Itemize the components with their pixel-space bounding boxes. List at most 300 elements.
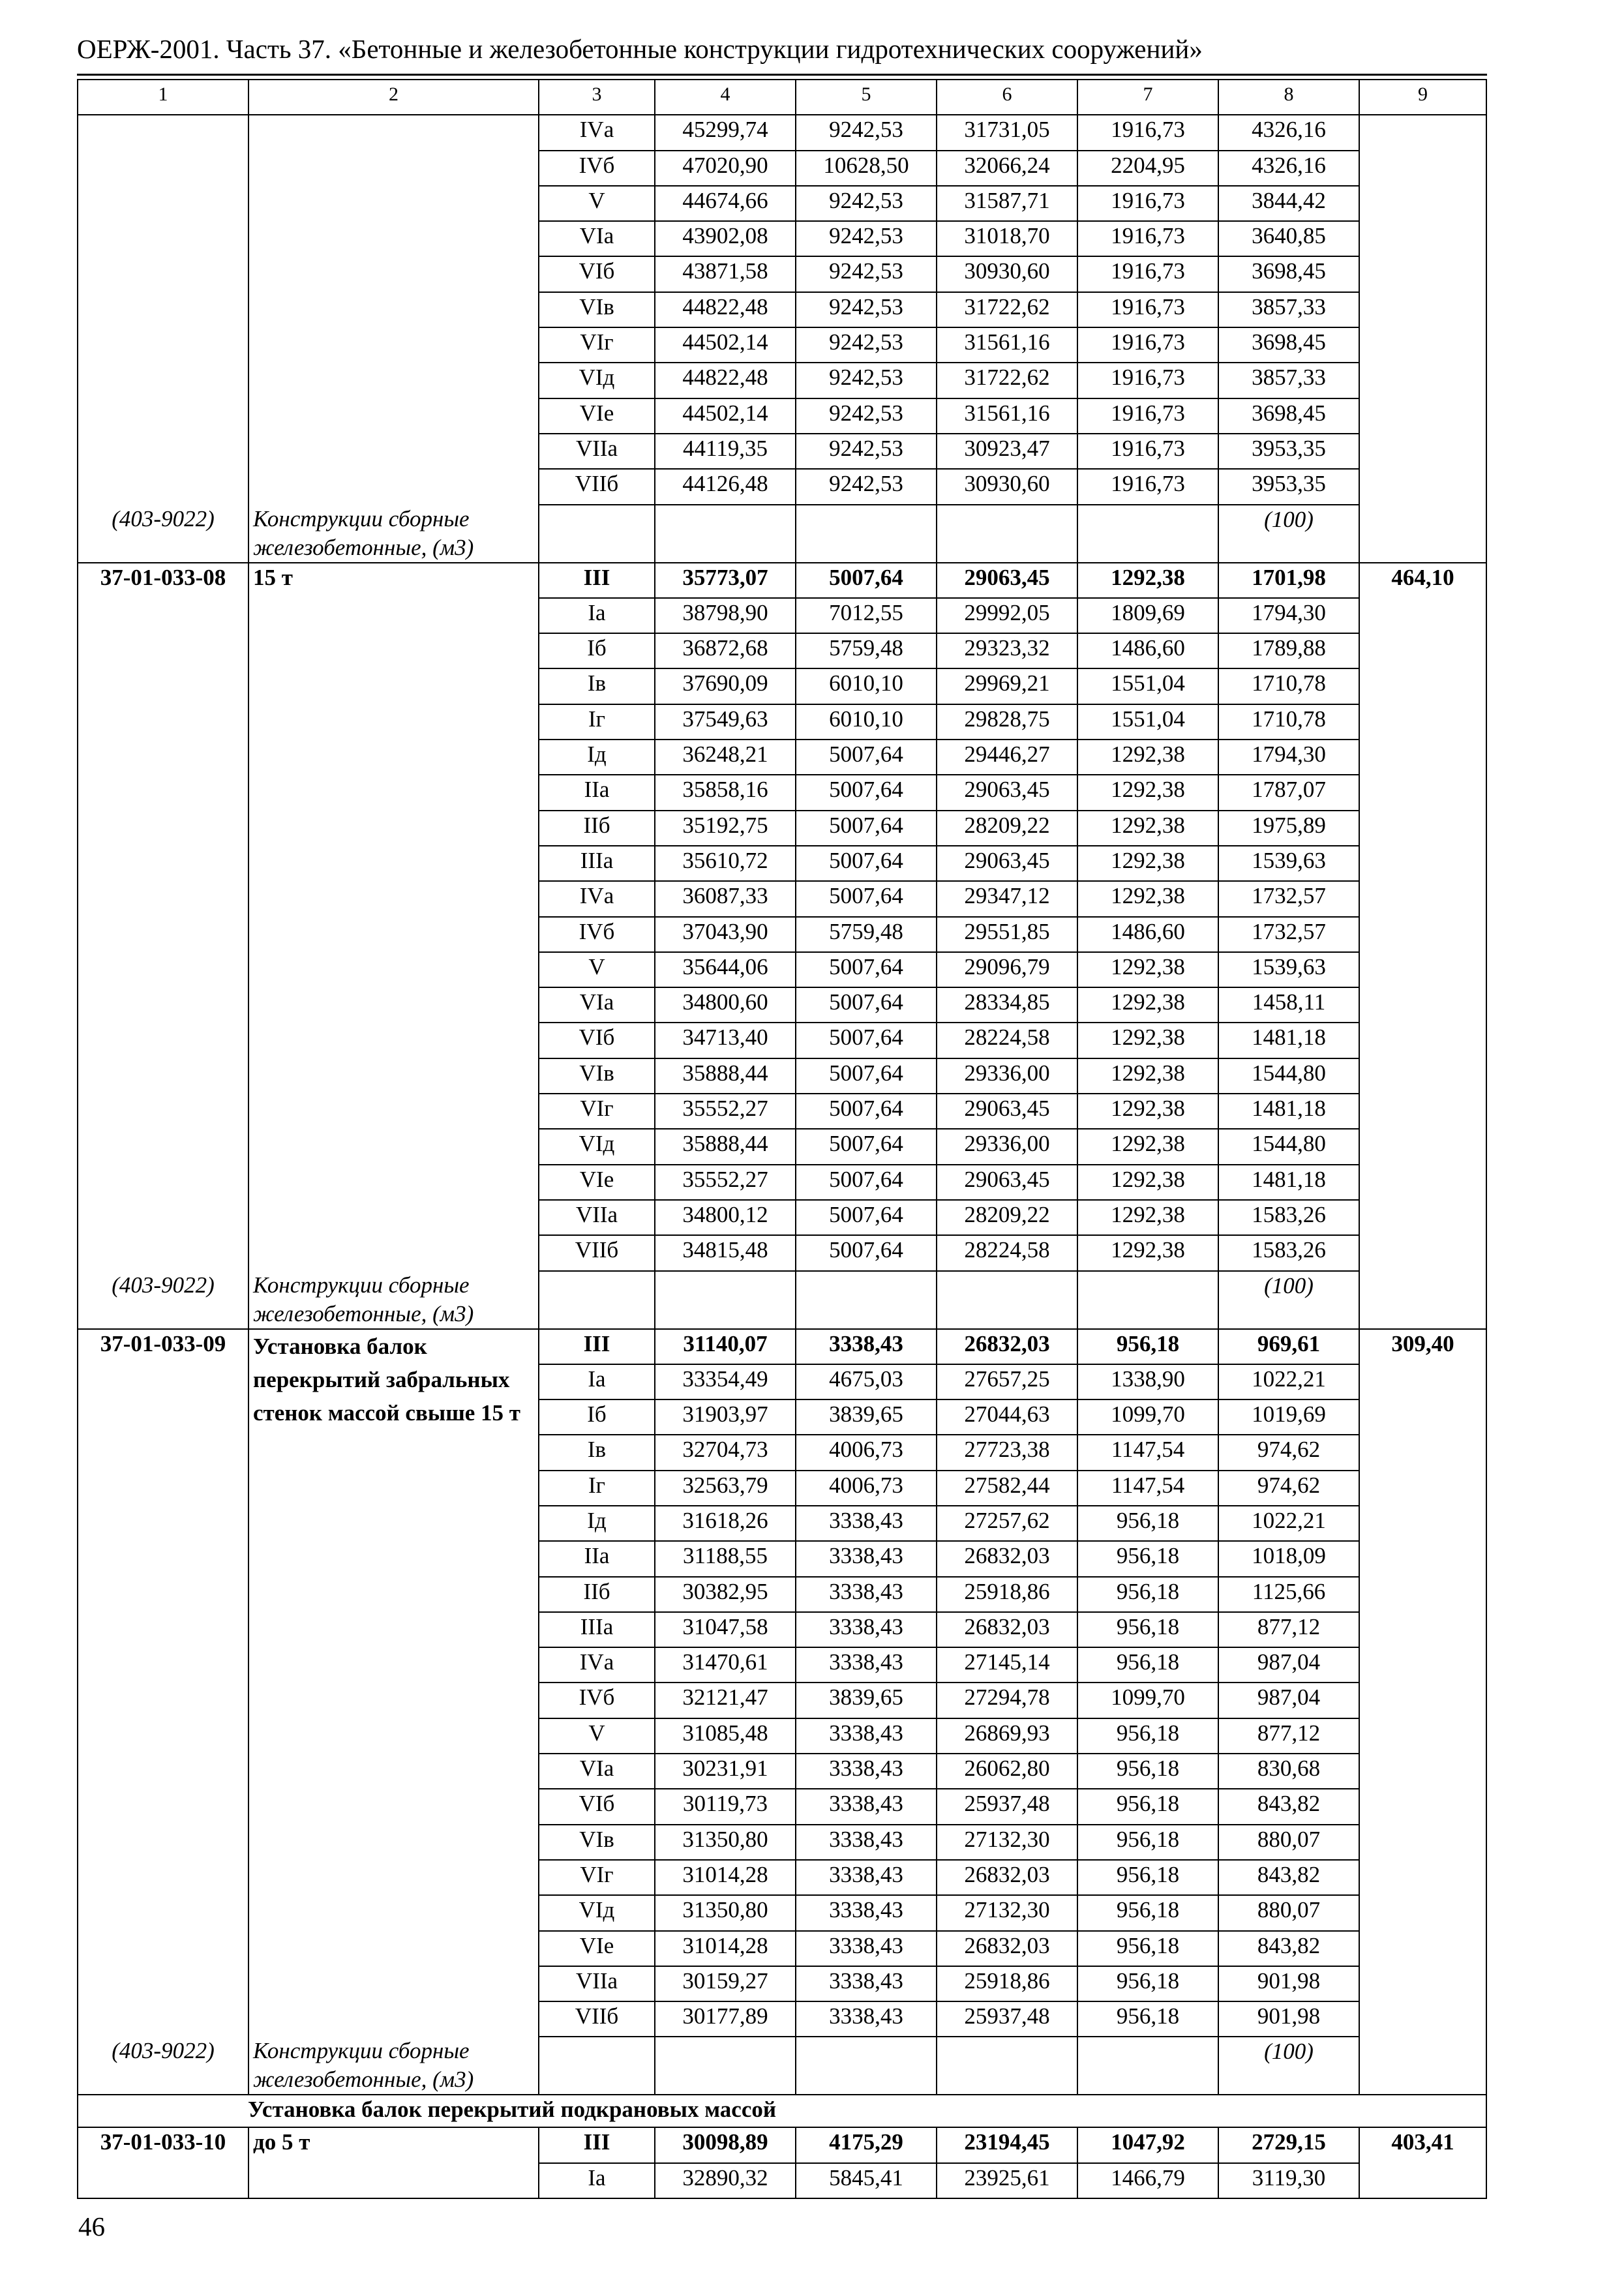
- price-value: 31014,28: [655, 1860, 796, 1895]
- table-row: [78, 1541, 1486, 1576]
- table-row: [78, 1435, 1486, 1470]
- empty-cell: [1077, 1271, 1218, 1329]
- price-value: 830,68: [1218, 1754, 1359, 1789]
- price-value: 37549,63: [655, 704, 796, 740]
- rate-code: [78, 881, 248, 916]
- table-row: [78, 846, 1486, 881]
- price-value: 5007,64: [796, 740, 937, 775]
- extra-value: [1359, 292, 1486, 327]
- price-value: 9242,53: [796, 221, 937, 256]
- rate-name: [248, 1200, 539, 1235]
- price-value: 35644,06: [655, 952, 796, 987]
- material-name: Конструкции сборные железобетонные, (м3): [248, 1271, 539, 1329]
- table-row: [78, 2127, 1486, 2162]
- rate-name: [248, 434, 539, 469]
- price-value: 3338,43: [796, 1329, 937, 1364]
- zone-code: III: [539, 1329, 655, 1364]
- rate-code: [78, 846, 248, 881]
- rate-name: [248, 327, 539, 363]
- rate-name: [248, 881, 539, 916]
- zone-code: VIв: [539, 1825, 655, 1860]
- price-value: 25918,86: [937, 1577, 1077, 1612]
- material-name: Конструкции сборные железобетонные, (м3): [248, 2037, 539, 2095]
- extra-value: [1359, 740, 1486, 775]
- price-value: 1916,73: [1077, 398, 1218, 434]
- empty-cell: [1077, 505, 1218, 563]
- price-value: 956,18: [1077, 1541, 1218, 1576]
- price-value: 1539,63: [1218, 846, 1359, 881]
- price-value: 44119,35: [655, 434, 796, 469]
- price-value: 1916,73: [1077, 115, 1218, 150]
- rate-code: [78, 1577, 248, 1612]
- rate-code: [78, 987, 248, 1023]
- rate-code: [78, 775, 248, 810]
- rate-name: [248, 1683, 539, 1718]
- price-value: 3698,45: [1218, 256, 1359, 292]
- rate-code: [78, 1754, 248, 1789]
- price-value: 1292,38: [1077, 1023, 1218, 1058]
- price-value: 1916,73: [1077, 221, 1218, 256]
- extra-value: [1359, 1541, 1486, 1576]
- price-value: 1147,54: [1077, 1471, 1218, 1506]
- price-value: 26832,03: [937, 1931, 1077, 1966]
- price-value: 4006,73: [796, 1471, 937, 1506]
- price-value: 5007,64: [796, 846, 937, 881]
- price-value: 3338,43: [796, 1754, 937, 1789]
- price-value: 3953,35: [1218, 469, 1359, 504]
- price-value: 5007,64: [796, 987, 937, 1023]
- extra-value: [1359, 256, 1486, 292]
- price-value: 1292,38: [1077, 1129, 1218, 1164]
- price-value: 28209,22: [937, 811, 1077, 846]
- price-value: 1732,57: [1218, 881, 1359, 916]
- price-value: 31014,28: [655, 1931, 796, 1966]
- rate-name: [248, 151, 539, 186]
- price-value: 31731,05: [937, 115, 1077, 150]
- price-value: 34800,60: [655, 987, 796, 1023]
- rate-code: [78, 151, 248, 186]
- rate-code: [78, 1058, 248, 1094]
- price-value: 3338,43: [796, 1577, 937, 1612]
- price-value: 44822,48: [655, 292, 796, 327]
- price-value: 5007,64: [796, 881, 937, 916]
- empty-cell: [937, 505, 1077, 563]
- table-row: [78, 1612, 1486, 1647]
- rate-code: [78, 1895, 248, 1930]
- price-value: 28224,58: [937, 1023, 1077, 1058]
- extra-value: [1359, 1200, 1486, 1235]
- table-row: [78, 327, 1486, 363]
- price-value: 31587,71: [937, 186, 1077, 221]
- price-value: 29336,00: [937, 1129, 1077, 1164]
- price-value: 3338,43: [796, 1541, 937, 1576]
- price-value: 9242,53: [796, 434, 937, 469]
- price-value: 956,18: [1077, 1329, 1218, 1364]
- price-value: 2204,95: [1077, 151, 1218, 186]
- rate-code: [78, 1435, 248, 1470]
- extra-value: [1359, 1094, 1486, 1129]
- column-number: 6: [937, 80, 1077, 115]
- price-value: 880,07: [1218, 1825, 1359, 1860]
- extra-value: [1359, 775, 1486, 810]
- price-value: 1292,38: [1077, 1200, 1218, 1235]
- table-row: [78, 1129, 1486, 1164]
- price-value: 26869,93: [937, 1718, 1077, 1754]
- header-rule: [77, 74, 1487, 76]
- price-value: 1019,69: [1218, 1399, 1359, 1435]
- price-value: 1701,98: [1218, 563, 1359, 598]
- rate-code: 37-01-033-10: [78, 2127, 248, 2162]
- price-value: 36872,68: [655, 633, 796, 668]
- zone-code: VIг: [539, 1860, 655, 1895]
- zone-code: VIд: [539, 363, 655, 398]
- price-value: 1544,80: [1218, 1129, 1359, 1164]
- extra-value: [1359, 1165, 1486, 1200]
- price-value: 37690,09: [655, 668, 796, 704]
- price-value: 1018,09: [1218, 1541, 1359, 1576]
- price-value: 1789,88: [1218, 633, 1359, 668]
- empty-cell: [796, 505, 937, 563]
- price-value: 956,18: [1077, 1718, 1218, 1754]
- extra-value: [1359, 1023, 1486, 1058]
- zone-code: Iд: [539, 1506, 655, 1541]
- extra-value: [1359, 327, 1486, 363]
- table-row: [78, 2001, 1486, 2037]
- price-value: 1486,60: [1077, 917, 1218, 952]
- rate-code: [78, 917, 248, 952]
- rate-code: [78, 221, 248, 256]
- extra-value: [1359, 2163, 1486, 2198]
- zone-code: Iг: [539, 704, 655, 740]
- price-value: 30382,95: [655, 1577, 796, 1612]
- material-quantity: (100): [1218, 2037, 1359, 2095]
- price-value: 3953,35: [1218, 434, 1359, 469]
- extra-value: [1359, 1399, 1486, 1435]
- extra-value: [1359, 1718, 1486, 1754]
- price-value: 1583,26: [1218, 1235, 1359, 1270]
- section-title: Установка балок перекрытий подкрановых массой: [78, 2095, 1486, 2127]
- zone-code: VIIа: [539, 1966, 655, 2001]
- price-value: 1551,04: [1077, 704, 1218, 740]
- rate-code: [78, 186, 248, 221]
- material-quantity: (100): [1218, 1271, 1359, 1329]
- empty-cell: [655, 505, 796, 563]
- price-value: 35888,44: [655, 1129, 796, 1164]
- rate-name: [248, 1058, 539, 1094]
- price-value: 880,07: [1218, 1895, 1359, 1930]
- price-value: 27582,44: [937, 1471, 1077, 1506]
- table-row: [78, 221, 1486, 256]
- rate-code: [78, 633, 248, 668]
- price-value: 1292,38: [1077, 1235, 1218, 1270]
- price-value: 1147,54: [1077, 1435, 1218, 1470]
- rate-code: 37-01-033-09: [78, 1329, 248, 1364]
- empty-cell: [796, 2037, 937, 2095]
- price-value: 30231,91: [655, 1754, 796, 1789]
- price-value: 1551,04: [1077, 668, 1218, 704]
- price-value: 44502,14: [655, 398, 796, 434]
- price-value: 1916,73: [1077, 186, 1218, 221]
- extra-value: [1359, 115, 1486, 150]
- rate-name: [248, 292, 539, 327]
- price-value: 31903,97: [655, 1399, 796, 1435]
- rate-code: [78, 1966, 248, 2001]
- price-value: 4006,73: [796, 1435, 937, 1470]
- price-value: 877,12: [1218, 1612, 1359, 1647]
- rate-name: [248, 1506, 539, 1541]
- table-row: [78, 1329, 1486, 1364]
- rate-name: до 5 т: [248, 2127, 539, 2162]
- price-value: 969,61: [1218, 1329, 1359, 1364]
- extra-value: [1359, 151, 1486, 186]
- price-value: 29096,79: [937, 952, 1077, 987]
- table-row: [78, 1683, 1486, 1718]
- price-value: 3338,43: [796, 1506, 937, 1541]
- price-value: 6010,10: [796, 668, 937, 704]
- price-value: 9242,53: [796, 398, 937, 434]
- price-value: 35858,16: [655, 775, 796, 810]
- zone-code: IIIа: [539, 846, 655, 881]
- zone-code: VIг: [539, 327, 655, 363]
- table-row: [78, 1647, 1486, 1683]
- rate-code: [78, 327, 248, 363]
- zone-code: VIIб: [539, 469, 655, 504]
- price-value: 31018,70: [937, 221, 1077, 256]
- rate-code: [78, 115, 248, 150]
- zone-code: VIв: [539, 1058, 655, 1094]
- price-value: 877,12: [1218, 1718, 1359, 1754]
- empty-cell: [539, 505, 655, 563]
- extra-value: [1359, 598, 1486, 633]
- extra-value: 309,40: [1359, 1329, 1486, 1364]
- column-number: 3: [539, 80, 655, 115]
- price-value: 35888,44: [655, 1058, 796, 1094]
- price-value: 5007,64: [796, 1094, 937, 1129]
- price-value: 32121,47: [655, 1683, 796, 1718]
- price-value: 1338,90: [1077, 1364, 1218, 1399]
- price-value: 36248,21: [655, 740, 796, 775]
- price-value: 3844,42: [1218, 186, 1359, 221]
- rate-code: [78, 952, 248, 987]
- price-value: 901,98: [1218, 2001, 1359, 2037]
- rate-name: [248, 1647, 539, 1683]
- table-row: [78, 1235, 1486, 1270]
- price-value: 30177,89: [655, 2001, 796, 2037]
- price-value: 1458,11: [1218, 987, 1359, 1023]
- rate-code: [78, 704, 248, 740]
- price-value: 5007,64: [796, 952, 937, 987]
- extra-value: [1359, 1364, 1486, 1399]
- price-value: 1732,57: [1218, 917, 1359, 952]
- price-value: 3338,43: [796, 1860, 937, 1895]
- price-value: 1809,69: [1077, 598, 1218, 633]
- table-row: [78, 256, 1486, 292]
- price-value: 9242,53: [796, 363, 937, 398]
- price-value: 956,18: [1077, 1754, 1218, 1789]
- table-row: [78, 740, 1486, 775]
- price-value: 3698,45: [1218, 398, 1359, 434]
- extra-value: [1359, 1860, 1486, 1895]
- price-value: 3338,43: [796, 1825, 937, 1860]
- price-value: 1481,18: [1218, 1023, 1359, 1058]
- price-value: 9242,53: [796, 115, 937, 150]
- table-row: [78, 186, 1486, 221]
- rate-code: [78, 1825, 248, 1860]
- price-value: 1583,26: [1218, 1200, 1359, 1235]
- price-value: 5007,64: [796, 1023, 937, 1058]
- rate-code: [78, 1023, 248, 1058]
- rate-code: [78, 1165, 248, 1200]
- price-value: 974,62: [1218, 1471, 1359, 1506]
- rate-name: [248, 363, 539, 398]
- extra-value: [1359, 633, 1486, 668]
- price-value: 30930,60: [937, 469, 1077, 504]
- column-number: 2: [248, 80, 539, 115]
- extra-value: [1359, 1966, 1486, 2001]
- column-number: 1: [78, 80, 248, 115]
- rate-code: [78, 1399, 248, 1435]
- price-value: 1481,18: [1218, 1094, 1359, 1129]
- extra-value: [1359, 811, 1486, 846]
- price-value: 34815,48: [655, 1235, 796, 1270]
- price-value: 26832,03: [937, 1329, 1077, 1364]
- price-value: 9242,53: [796, 469, 937, 504]
- price-value: 1292,38: [1077, 811, 1218, 846]
- price-value: 1539,63: [1218, 952, 1359, 987]
- zone-code: IVа: [539, 1647, 655, 1683]
- table-row: [78, 398, 1486, 434]
- price-value: 1292,38: [1077, 846, 1218, 881]
- rate-code: [78, 1789, 248, 1824]
- price-value: 23925,61: [937, 2163, 1077, 2198]
- price-value: 37043,90: [655, 917, 796, 952]
- material-code: (403-9022): [78, 1271, 248, 1329]
- material-name: Конструкции сборные железобетонные, (м3): [248, 505, 539, 563]
- price-value: 30923,47: [937, 434, 1077, 469]
- zone-code: Iа: [539, 2163, 655, 2198]
- price-value: 36087,33: [655, 881, 796, 916]
- table-row: [78, 1966, 1486, 2001]
- price-value: 5007,64: [796, 1129, 937, 1164]
- price-value: 32890,32: [655, 2163, 796, 2198]
- price-value: 29446,27: [937, 740, 1077, 775]
- rate-code: [78, 1129, 248, 1164]
- table-row: [78, 1023, 1486, 1058]
- price-value: 1022,21: [1218, 1506, 1359, 1541]
- rate-code: 37-01-033-08: [78, 563, 248, 598]
- price-value: 29336,00: [937, 1058, 1077, 1094]
- rate-name: [248, 1129, 539, 1164]
- table-row: [78, 987, 1486, 1023]
- extra-value: [1359, 2001, 1486, 2037]
- rate-name: [248, 1471, 539, 1506]
- price-value: 956,18: [1077, 1612, 1218, 1647]
- empty-cell: [655, 1271, 796, 1329]
- rate-name: [248, 2001, 539, 2037]
- table-row: [78, 1825, 1486, 1860]
- rate-code: [78, 740, 248, 775]
- extra-value: [1359, 668, 1486, 704]
- price-value: 31085,48: [655, 1718, 796, 1754]
- rate-name: 15 т: [248, 563, 539, 598]
- zone-code: Iа: [539, 598, 655, 633]
- price-value: 3119,30: [1218, 2163, 1359, 2198]
- price-value: 10628,50: [796, 151, 937, 186]
- price-value: 5007,64: [796, 1058, 937, 1094]
- material-note-row: [78, 2037, 1486, 2095]
- table-row: [78, 1506, 1486, 1541]
- material-note-row: [78, 1271, 1486, 1329]
- rate-name: [248, 1577, 539, 1612]
- rate-code: [78, 398, 248, 434]
- price-value: 1481,18: [1218, 1165, 1359, 1200]
- price-value: 4675,03: [796, 1364, 937, 1399]
- price-value: 9242,53: [796, 256, 937, 292]
- price-value: 2729,15: [1218, 2127, 1359, 2162]
- extra-value: [1359, 1471, 1486, 1506]
- rate-code: [78, 1471, 248, 1506]
- price-value: 1710,78: [1218, 668, 1359, 704]
- zone-code: VIIб: [539, 2001, 655, 2037]
- price-value: 3839,65: [796, 1399, 937, 1435]
- price-value: 4175,29: [796, 2127, 937, 2162]
- zone-code: III: [539, 563, 655, 598]
- rate-name: [248, 1895, 539, 1930]
- table-row: [78, 917, 1486, 952]
- rate-name: [248, 917, 539, 952]
- price-value: 31561,16: [937, 327, 1077, 363]
- price-value: 26832,03: [937, 1612, 1077, 1647]
- zone-code: III: [539, 2127, 655, 2162]
- extra-value: [1359, 1931, 1486, 1966]
- extra-value: [1359, 469, 1486, 504]
- extra-value: [1359, 1435, 1486, 1470]
- rate-name: [248, 256, 539, 292]
- price-value: 1916,73: [1077, 469, 1218, 504]
- price-value: 29828,75: [937, 704, 1077, 740]
- rate-name: [248, 1612, 539, 1647]
- rate-code: [78, 256, 248, 292]
- price-value: 956,18: [1077, 1577, 1218, 1612]
- price-value: 30098,89: [655, 2127, 796, 2162]
- zone-code: VIа: [539, 987, 655, 1023]
- rates-table-container: [77, 79, 1486, 2199]
- price-value: 956,18: [1077, 1860, 1218, 1895]
- empty-cell: [1359, 2037, 1486, 2095]
- rates-table-body: [78, 80, 1486, 2198]
- rate-code: [78, 434, 248, 469]
- price-value: 27294,78: [937, 1683, 1077, 1718]
- zone-code: VIа: [539, 221, 655, 256]
- extra-value: [1359, 1612, 1486, 1647]
- price-value: 5007,64: [796, 775, 937, 810]
- price-value: 3857,33: [1218, 363, 1359, 398]
- price-value: 26832,03: [937, 1541, 1077, 1576]
- price-value: 1292,38: [1077, 563, 1218, 598]
- zone-code: IIб: [539, 1577, 655, 1612]
- rate-name: [248, 1235, 539, 1270]
- price-value: 5007,64: [796, 811, 937, 846]
- empty-cell: [937, 2037, 1077, 2095]
- rate-name: [248, 668, 539, 704]
- price-value: 44822,48: [655, 363, 796, 398]
- price-value: 35552,27: [655, 1165, 796, 1200]
- zone-code: VIIб: [539, 1235, 655, 1270]
- table-row: [78, 881, 1486, 916]
- price-value: 1466,79: [1077, 2163, 1218, 2198]
- zone-code: VIв: [539, 292, 655, 327]
- price-value: 34800,12: [655, 1200, 796, 1235]
